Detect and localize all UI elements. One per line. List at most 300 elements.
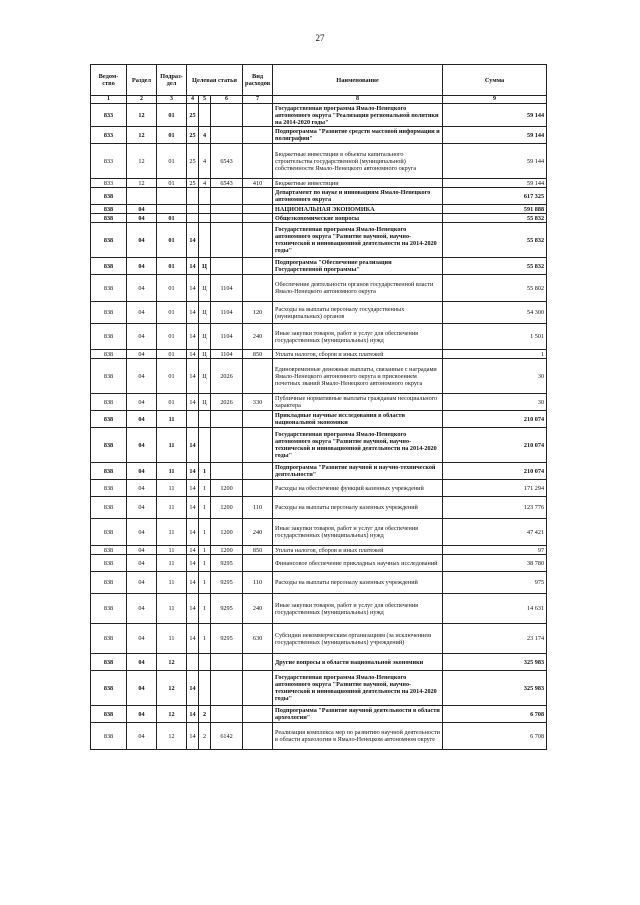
- cell-podrazdel: 01: [157, 275, 187, 302]
- cell-sum: 210 074: [443, 463, 547, 480]
- cell-razdel: 04: [127, 555, 157, 572]
- cell-target-program: 14: [187, 324, 199, 350]
- cell-vedomstvo: 838: [91, 359, 127, 394]
- cell-target-program: 14: [187, 463, 199, 480]
- cell-sum: 59 144: [443, 127, 547, 144]
- cell-name: Прикладные научные исследования в области национальной экономики: [273, 411, 443, 428]
- table-row: [91, 555, 547, 572]
- table-row: [91, 497, 547, 519]
- cell-target-program: [187, 205, 199, 214]
- cell-vedomstvo: 838: [91, 671, 127, 706]
- cell-expense-type: 120: [243, 302, 273, 324]
- cell-sum: 38 780: [443, 555, 547, 572]
- cell-razdel: 04: [127, 671, 157, 706]
- cell-name: Расходы на выплаты персоналу казенных учреждений: [273, 497, 443, 519]
- cell-sum: 30: [443, 359, 547, 394]
- page-number: 27: [315, 33, 325, 43]
- cell-podrazdel: 12: [157, 706, 187, 723]
- cell-vedomstvo: 838: [91, 302, 127, 324]
- cell-target-subprogram: Ц: [199, 258, 211, 275]
- cell-expense-type: 240: [243, 519, 273, 546]
- cell-vedomstvo: 838: [91, 258, 127, 275]
- cell-expense-type: [243, 275, 273, 302]
- cell-sum: 325 983: [443, 671, 547, 706]
- cell-name: Бюджетные инвестиции: [273, 179, 443, 188]
- cell-target-code: [211, 214, 243, 223]
- column-number: 5: [199, 96, 211, 104]
- cell-expense-type: 330: [243, 394, 273, 411]
- cell-expense-type: [243, 654, 273, 671]
- cell-vedomstvo: 838: [91, 594, 127, 624]
- cell-podrazdel: 01: [157, 302, 187, 324]
- cell-sum: 55 832: [443, 223, 547, 258]
- cell-name: Расходы на выплаты персоналу казенных учреждений: [273, 572, 443, 594]
- cell-sum: 325 983: [443, 654, 547, 671]
- cell-name: Единовременные денежные выплаты, связанные с наградами Ямало-Ненецкого автономного округа и присвоением почетных званий Ямало-Ненецкого автономного округа: [273, 359, 443, 394]
- cell-name: Департамент по науке и инновациям Ямало-Ненецкого автономного округа: [273, 188, 443, 205]
- cell-expense-type: [243, 127, 273, 144]
- cell-sum: 97: [443, 546, 547, 555]
- cell-vedomstvo: 833: [91, 144, 127, 179]
- table-row: [91, 302, 547, 324]
- cell-podrazdel: 01: [157, 394, 187, 411]
- cell-target-code: [211, 706, 243, 723]
- cell-target-program: 14: [187, 594, 199, 624]
- cell-podrazdel: [157, 188, 187, 205]
- table-row: [91, 144, 547, 179]
- cell-expense-type: 110: [243, 497, 273, 519]
- cell-vedomstvo: 838: [91, 188, 127, 205]
- header-razdel: Раздел: [127, 65, 157, 96]
- cell-vedomstvo: 838: [91, 654, 127, 671]
- cell-razdel: 04: [127, 359, 157, 394]
- cell-razdel: 12: [127, 127, 157, 144]
- cell-vedomstvo: 838: [91, 411, 127, 428]
- table-row: [91, 546, 547, 555]
- cell-target-subprogram: Ц: [199, 359, 211, 394]
- cell-sum: 55 832: [443, 258, 547, 275]
- cell-name: Бюджетные инвестиции в объекты капитального строительства государственной (муниципальной) собственности Ямало-Ненецкого автономного округа: [273, 144, 443, 179]
- cell-name: Расходы на выплаты персоналу государственных (муниципальных) органов: [273, 302, 443, 324]
- cell-vedomstvo: 833: [91, 127, 127, 144]
- table-row: [91, 594, 547, 624]
- cell-target-code: [211, 428, 243, 463]
- cell-target-code: [211, 654, 243, 671]
- cell-sum: 617 325: [443, 188, 547, 205]
- cell-target-code: 6543: [211, 144, 243, 179]
- table-row: [91, 706, 547, 723]
- cell-sum: 6 708: [443, 723, 547, 750]
- cell-target-subprogram: 4: [199, 127, 211, 144]
- cell-podrazdel: 01: [157, 127, 187, 144]
- table-row: [91, 723, 547, 750]
- cell-target-program: 25: [187, 179, 199, 188]
- cell-name: Финансовое обеспечение прикладных научных исследований: [273, 555, 443, 572]
- cell-razdel: 04: [127, 572, 157, 594]
- table-row: [91, 411, 547, 428]
- column-number: 6: [211, 96, 243, 104]
- cell-razdel: 04: [127, 654, 157, 671]
- cell-target-program: 14: [187, 223, 199, 258]
- column-number: 4: [187, 96, 199, 104]
- cell-expense-type: 850: [243, 350, 273, 359]
- cell-target-code: [211, 205, 243, 214]
- cell-sum: 123 776: [443, 497, 547, 519]
- cell-target-code: 1200: [211, 480, 243, 497]
- cell-sum: 54 300: [443, 302, 547, 324]
- cell-name: Общеэкономические вопросы: [273, 214, 443, 223]
- cell-target-program: 25: [187, 104, 199, 127]
- cell-target-code: 1104: [211, 350, 243, 359]
- cell-podrazdel: 11: [157, 480, 187, 497]
- cell-name: Государственная программа Ямало-Ненецкого автономного округа "Развитие научной, научно-технической и инновационной деятельности на 2014-2020 годы": [273, 223, 443, 258]
- cell-podrazdel: 01: [157, 144, 187, 179]
- cell-name: Подпрограмма "Обеспечение реализации Государственной программы": [273, 258, 443, 275]
- cell-sum: 1: [443, 350, 547, 359]
- cell-razdel: 04: [127, 223, 157, 258]
- table-row: [91, 324, 547, 350]
- cell-target-program: 14: [187, 723, 199, 750]
- cell-target-code: 1200: [211, 497, 243, 519]
- cell-name: Государственная программа Ямало-Ненецкого автономного округа "Реализация региональной политики на 2014-2020 годы": [273, 104, 443, 127]
- cell-name: НАЦИОНАЛЬНАЯ ЭКОНОМИКА: [273, 205, 443, 214]
- table-row: [91, 223, 547, 258]
- cell-name: Субсидии некоммерческим организациям (за исключением государственных (муниципальных) учреждений): [273, 624, 443, 654]
- cell-razdel: 04: [127, 480, 157, 497]
- cell-vedomstvo: 838: [91, 723, 127, 750]
- table-header: [91, 65, 547, 104]
- cell-name: Реализация комплекса мер по развитию научной деятельности в области археологии в Ямало-Ненецком автономном округе: [273, 723, 443, 750]
- cell-expense-type: [243, 359, 273, 394]
- cell-vedomstvo: 838: [91, 572, 127, 594]
- column-number: 2: [127, 96, 157, 104]
- table-row: [91, 104, 547, 127]
- cell-target-subprogram: [199, 205, 211, 214]
- cell-name: Подпрограмма "Развитие научной деятельности в области археологии": [273, 706, 443, 723]
- cell-podrazdel: 11: [157, 555, 187, 572]
- table-body: [91, 104, 547, 750]
- cell-sum: 47 421: [443, 519, 547, 546]
- cell-razdel: 12: [127, 179, 157, 188]
- table-row: [91, 179, 547, 188]
- cell-target-subprogram: 1: [199, 624, 211, 654]
- cell-target-code: [211, 258, 243, 275]
- cell-sum: 591 888: [443, 205, 547, 214]
- cell-target-program: 14: [187, 428, 199, 463]
- cell-vedomstvo: 838: [91, 350, 127, 359]
- cell-target-program: 14: [187, 671, 199, 706]
- cell-razdel: 04: [127, 546, 157, 555]
- cell-razdel: [127, 188, 157, 205]
- cell-podrazdel: 11: [157, 428, 187, 463]
- cell-razdel: 04: [127, 519, 157, 546]
- cell-name: Подпрограмма "Развитие научной и научно-технической деятельности": [273, 463, 443, 480]
- cell-vedomstvo: 838: [91, 223, 127, 258]
- header-sum: Сумма: [443, 65, 547, 96]
- cell-podrazdel: 01: [157, 324, 187, 350]
- cell-vedomstvo: 838: [91, 555, 127, 572]
- cell-target-code: 1104: [211, 324, 243, 350]
- cell-target-program: 25: [187, 144, 199, 179]
- cell-target-code: 9295: [211, 555, 243, 572]
- cell-target-program: 14: [187, 624, 199, 654]
- cell-target-code: 1104: [211, 275, 243, 302]
- cell-name: Иные закупки товаров, работ и услуг для обеспечения государственных (муниципальных) нужд: [273, 519, 443, 546]
- cell-target-code: [211, 127, 243, 144]
- header-expense-type: Вид расходов: [243, 65, 273, 96]
- cell-expense-type: [243, 188, 273, 205]
- budget-table: [90, 64, 547, 750]
- cell-razdel: 04: [127, 723, 157, 750]
- cell-name: Расходы на обеспечение функций казенных учреждений: [273, 480, 443, 497]
- table-row: [91, 428, 547, 463]
- cell-target-program: 14: [187, 275, 199, 302]
- cell-vedomstvo: 838: [91, 275, 127, 302]
- cell-razdel: 04: [127, 302, 157, 324]
- cell-expense-type: [243, 214, 273, 223]
- cell-razdel: 12: [127, 104, 157, 127]
- cell-vedomstvo: 838: [91, 463, 127, 480]
- cell-target-subprogram: [199, 214, 211, 223]
- cell-name: Иные закупки товаров, работ и услуг для обеспечения государственных (муниципальных) нужд: [273, 324, 443, 350]
- cell-podrazdel: 01: [157, 350, 187, 359]
- cell-target-code: 2026: [211, 394, 243, 411]
- cell-vedomstvo: 838: [91, 205, 127, 214]
- cell-target-program: 14: [187, 302, 199, 324]
- table-row: [91, 205, 547, 214]
- cell-podrazdel: 01: [157, 179, 187, 188]
- cell-target-subprogram: [199, 411, 211, 428]
- cell-vedomstvo: 838: [91, 394, 127, 411]
- table-row: [91, 463, 547, 480]
- cell-target-code: [211, 223, 243, 258]
- cell-target-code: [211, 188, 243, 205]
- column-number: 3: [157, 96, 187, 104]
- cell-podrazdel: 11: [157, 624, 187, 654]
- cell-vedomstvo: 838: [91, 624, 127, 654]
- cell-target-program: 14: [187, 546, 199, 555]
- cell-expense-type: [243, 555, 273, 572]
- cell-razdel: 04: [127, 411, 157, 428]
- cell-sum: 59 144: [443, 179, 547, 188]
- cell-podrazdel: 11: [157, 463, 187, 480]
- cell-target-subprogram: 1: [199, 519, 211, 546]
- cell-target-code: [211, 104, 243, 127]
- cell-podrazdel: 12: [157, 723, 187, 750]
- cell-target-program: [187, 654, 199, 671]
- cell-sum: 55 802: [443, 275, 547, 302]
- cell-target-subprogram: [199, 654, 211, 671]
- cell-vedomstvo: 838: [91, 546, 127, 555]
- cell-razdel: 04: [127, 497, 157, 519]
- cell-sum: 14 631: [443, 594, 547, 624]
- cell-podrazdel: 11: [157, 546, 187, 555]
- cell-vedomstvo: 838: [91, 324, 127, 350]
- cell-podrazdel: 01: [157, 214, 187, 223]
- cell-target-code: 9295: [211, 594, 243, 624]
- cell-sum: 210 074: [443, 411, 547, 428]
- cell-vedomstvo: 833: [91, 179, 127, 188]
- cell-expense-type: [243, 104, 273, 127]
- cell-target-program: 14: [187, 350, 199, 359]
- table-row: [91, 671, 547, 706]
- table-row: [91, 258, 547, 275]
- table-row: [91, 214, 547, 223]
- cell-target-subprogram: 1: [199, 572, 211, 594]
- cell-razdel: 04: [127, 214, 157, 223]
- table-row: [91, 275, 547, 302]
- cell-razdel: 04: [127, 350, 157, 359]
- cell-target-subprogram: Ц: [199, 394, 211, 411]
- cell-sum: 6 708: [443, 706, 547, 723]
- table-row: [91, 394, 547, 411]
- cell-target-subprogram: [199, 671, 211, 706]
- cell-target-program: 14: [187, 555, 199, 572]
- cell-podrazdel: 11: [157, 519, 187, 546]
- cell-target-program: 14: [187, 572, 199, 594]
- cell-target-code: [211, 671, 243, 706]
- cell-target-subprogram: 1: [199, 594, 211, 624]
- cell-name: Уплата налогов, сборов и иных платежей: [273, 350, 443, 359]
- cell-razdel: 04: [127, 324, 157, 350]
- cell-name: Государственная программа Ямало-Ненецкого автономного округа "Развитие научной, научно-технической и инновационной деятельности на 2014-2020 годы": [273, 428, 443, 463]
- cell-podrazdel: 12: [157, 654, 187, 671]
- cell-name: Иные закупки товаров, работ и услуг для обеспечения государственных (муниципальных) нужд: [273, 594, 443, 624]
- cell-expense-type: [243, 428, 273, 463]
- cell-target-subprogram: 1: [199, 555, 211, 572]
- cell-target-program: 14: [187, 706, 199, 723]
- cell-razdel: 04: [127, 275, 157, 302]
- cell-target-program: 25: [187, 127, 199, 144]
- cell-target-subprogram: [199, 188, 211, 205]
- cell-podrazdel: 01: [157, 258, 187, 275]
- cell-target-subprogram: Ц: [199, 275, 211, 302]
- cell-sum: 59 144: [443, 144, 547, 179]
- cell-expense-type: [243, 411, 273, 428]
- cell-sum: 59 144: [443, 104, 547, 127]
- cell-target-subprogram: [199, 104, 211, 127]
- table-row: [91, 127, 547, 144]
- cell-sum: 55 832: [443, 214, 547, 223]
- cell-podrazdel: 11: [157, 594, 187, 624]
- cell-expense-type: [243, 144, 273, 179]
- cell-target-subprogram: 4: [199, 144, 211, 179]
- cell-podrazdel: [157, 205, 187, 214]
- cell-sum: 171 294: [443, 480, 547, 497]
- cell-expense-type: 850: [243, 546, 273, 555]
- cell-sum: 30: [443, 394, 547, 411]
- table-row: [91, 350, 547, 359]
- cell-target-subprogram: 1: [199, 463, 211, 480]
- cell-sum: 1 501: [443, 324, 547, 350]
- cell-target-code: [211, 463, 243, 480]
- cell-target-subprogram: 2: [199, 706, 211, 723]
- cell-name: Уплата налогов, сборов и иных платежей: [273, 546, 443, 555]
- cell-vedomstvo: 838: [91, 480, 127, 497]
- cell-target-code: 1104: [211, 302, 243, 324]
- cell-target-program: 14: [187, 480, 199, 497]
- header-vedomstvo: Ведом-ство: [91, 65, 127, 96]
- cell-podrazdel: 12: [157, 671, 187, 706]
- cell-target-subprogram: Ц: [199, 350, 211, 359]
- cell-vedomstvo: 838: [91, 706, 127, 723]
- cell-razdel: 12: [127, 144, 157, 179]
- cell-target-code: 6142: [211, 723, 243, 750]
- cell-target-program: 14: [187, 359, 199, 394]
- cell-target-subprogram: [199, 223, 211, 258]
- cell-target-code: 6543: [211, 179, 243, 188]
- header-target-article: Целевая статья: [187, 65, 243, 96]
- cell-expense-type: [243, 671, 273, 706]
- cell-expense-type: 240: [243, 324, 273, 350]
- cell-name: Подпрограмма "Развитие средств массовой информации и полиграфии": [273, 127, 443, 144]
- cell-podrazdel: 01: [157, 223, 187, 258]
- cell-target-program: [187, 411, 199, 428]
- table-row: [91, 572, 547, 594]
- cell-podrazdel: 01: [157, 104, 187, 127]
- column-number: 1: [91, 96, 127, 104]
- cell-target-program: 14: [187, 258, 199, 275]
- cell-sum: 975: [443, 572, 547, 594]
- cell-target-subprogram: 1: [199, 480, 211, 497]
- cell-target-code: 9295: [211, 624, 243, 654]
- cell-target-subprogram: 1: [199, 497, 211, 519]
- cell-razdel: 04: [127, 258, 157, 275]
- cell-razdel: 04: [127, 463, 157, 480]
- cell-target-code: [211, 411, 243, 428]
- table-row: [91, 188, 547, 205]
- column-number-row: [91, 96, 547, 104]
- cell-expense-type: [243, 258, 273, 275]
- cell-razdel: 04: [127, 624, 157, 654]
- cell-target-code: 9295: [211, 572, 243, 594]
- cell-expense-type: [243, 706, 273, 723]
- cell-name: Другие вопросы в области национальной экономики: [273, 654, 443, 671]
- cell-expense-type: [243, 723, 273, 750]
- cell-expense-type: [243, 480, 273, 497]
- column-number: 9: [443, 96, 547, 104]
- table-row: [91, 359, 547, 394]
- cell-target-program: [187, 214, 199, 223]
- cell-vedomstvo: 838: [91, 214, 127, 223]
- cell-name: Обеспечение деятельности органов государственной власти Ямало-Ненецкого автономного округа: [273, 275, 443, 302]
- cell-razdel: 04: [127, 428, 157, 463]
- cell-vedomstvo: 833: [91, 104, 127, 127]
- cell-target-subprogram: Ц: [199, 302, 211, 324]
- cell-name: Государственная программа Ямало-Ненецкого автономного округа "Развитие научной, научно-технической и инновационной деятельности на 2014-2020 годы": [273, 671, 443, 706]
- column-number: 8: [273, 96, 443, 104]
- table-row: [91, 519, 547, 546]
- cell-target-program: 14: [187, 497, 199, 519]
- cell-target-code: 2026: [211, 359, 243, 394]
- cell-expense-type: [243, 463, 273, 480]
- table-row: [91, 654, 547, 671]
- table-row: [91, 624, 547, 654]
- cell-razdel: 04: [127, 394, 157, 411]
- header-podrazdel: Подраз-дел: [157, 65, 187, 96]
- cell-vedomstvo: 838: [91, 519, 127, 546]
- cell-razdel: 04: [127, 205, 157, 214]
- cell-razdel: 04: [127, 594, 157, 624]
- cell-sum: 23 174: [443, 624, 547, 654]
- cell-target-subprogram: 4: [199, 179, 211, 188]
- cell-target-program: [187, 188, 199, 205]
- cell-target-subprogram: 2: [199, 723, 211, 750]
- cell-target-program: 14: [187, 394, 199, 411]
- cell-expense-type: 110: [243, 572, 273, 594]
- cell-target-code: 1200: [211, 546, 243, 555]
- cell-target-subprogram: 1: [199, 546, 211, 555]
